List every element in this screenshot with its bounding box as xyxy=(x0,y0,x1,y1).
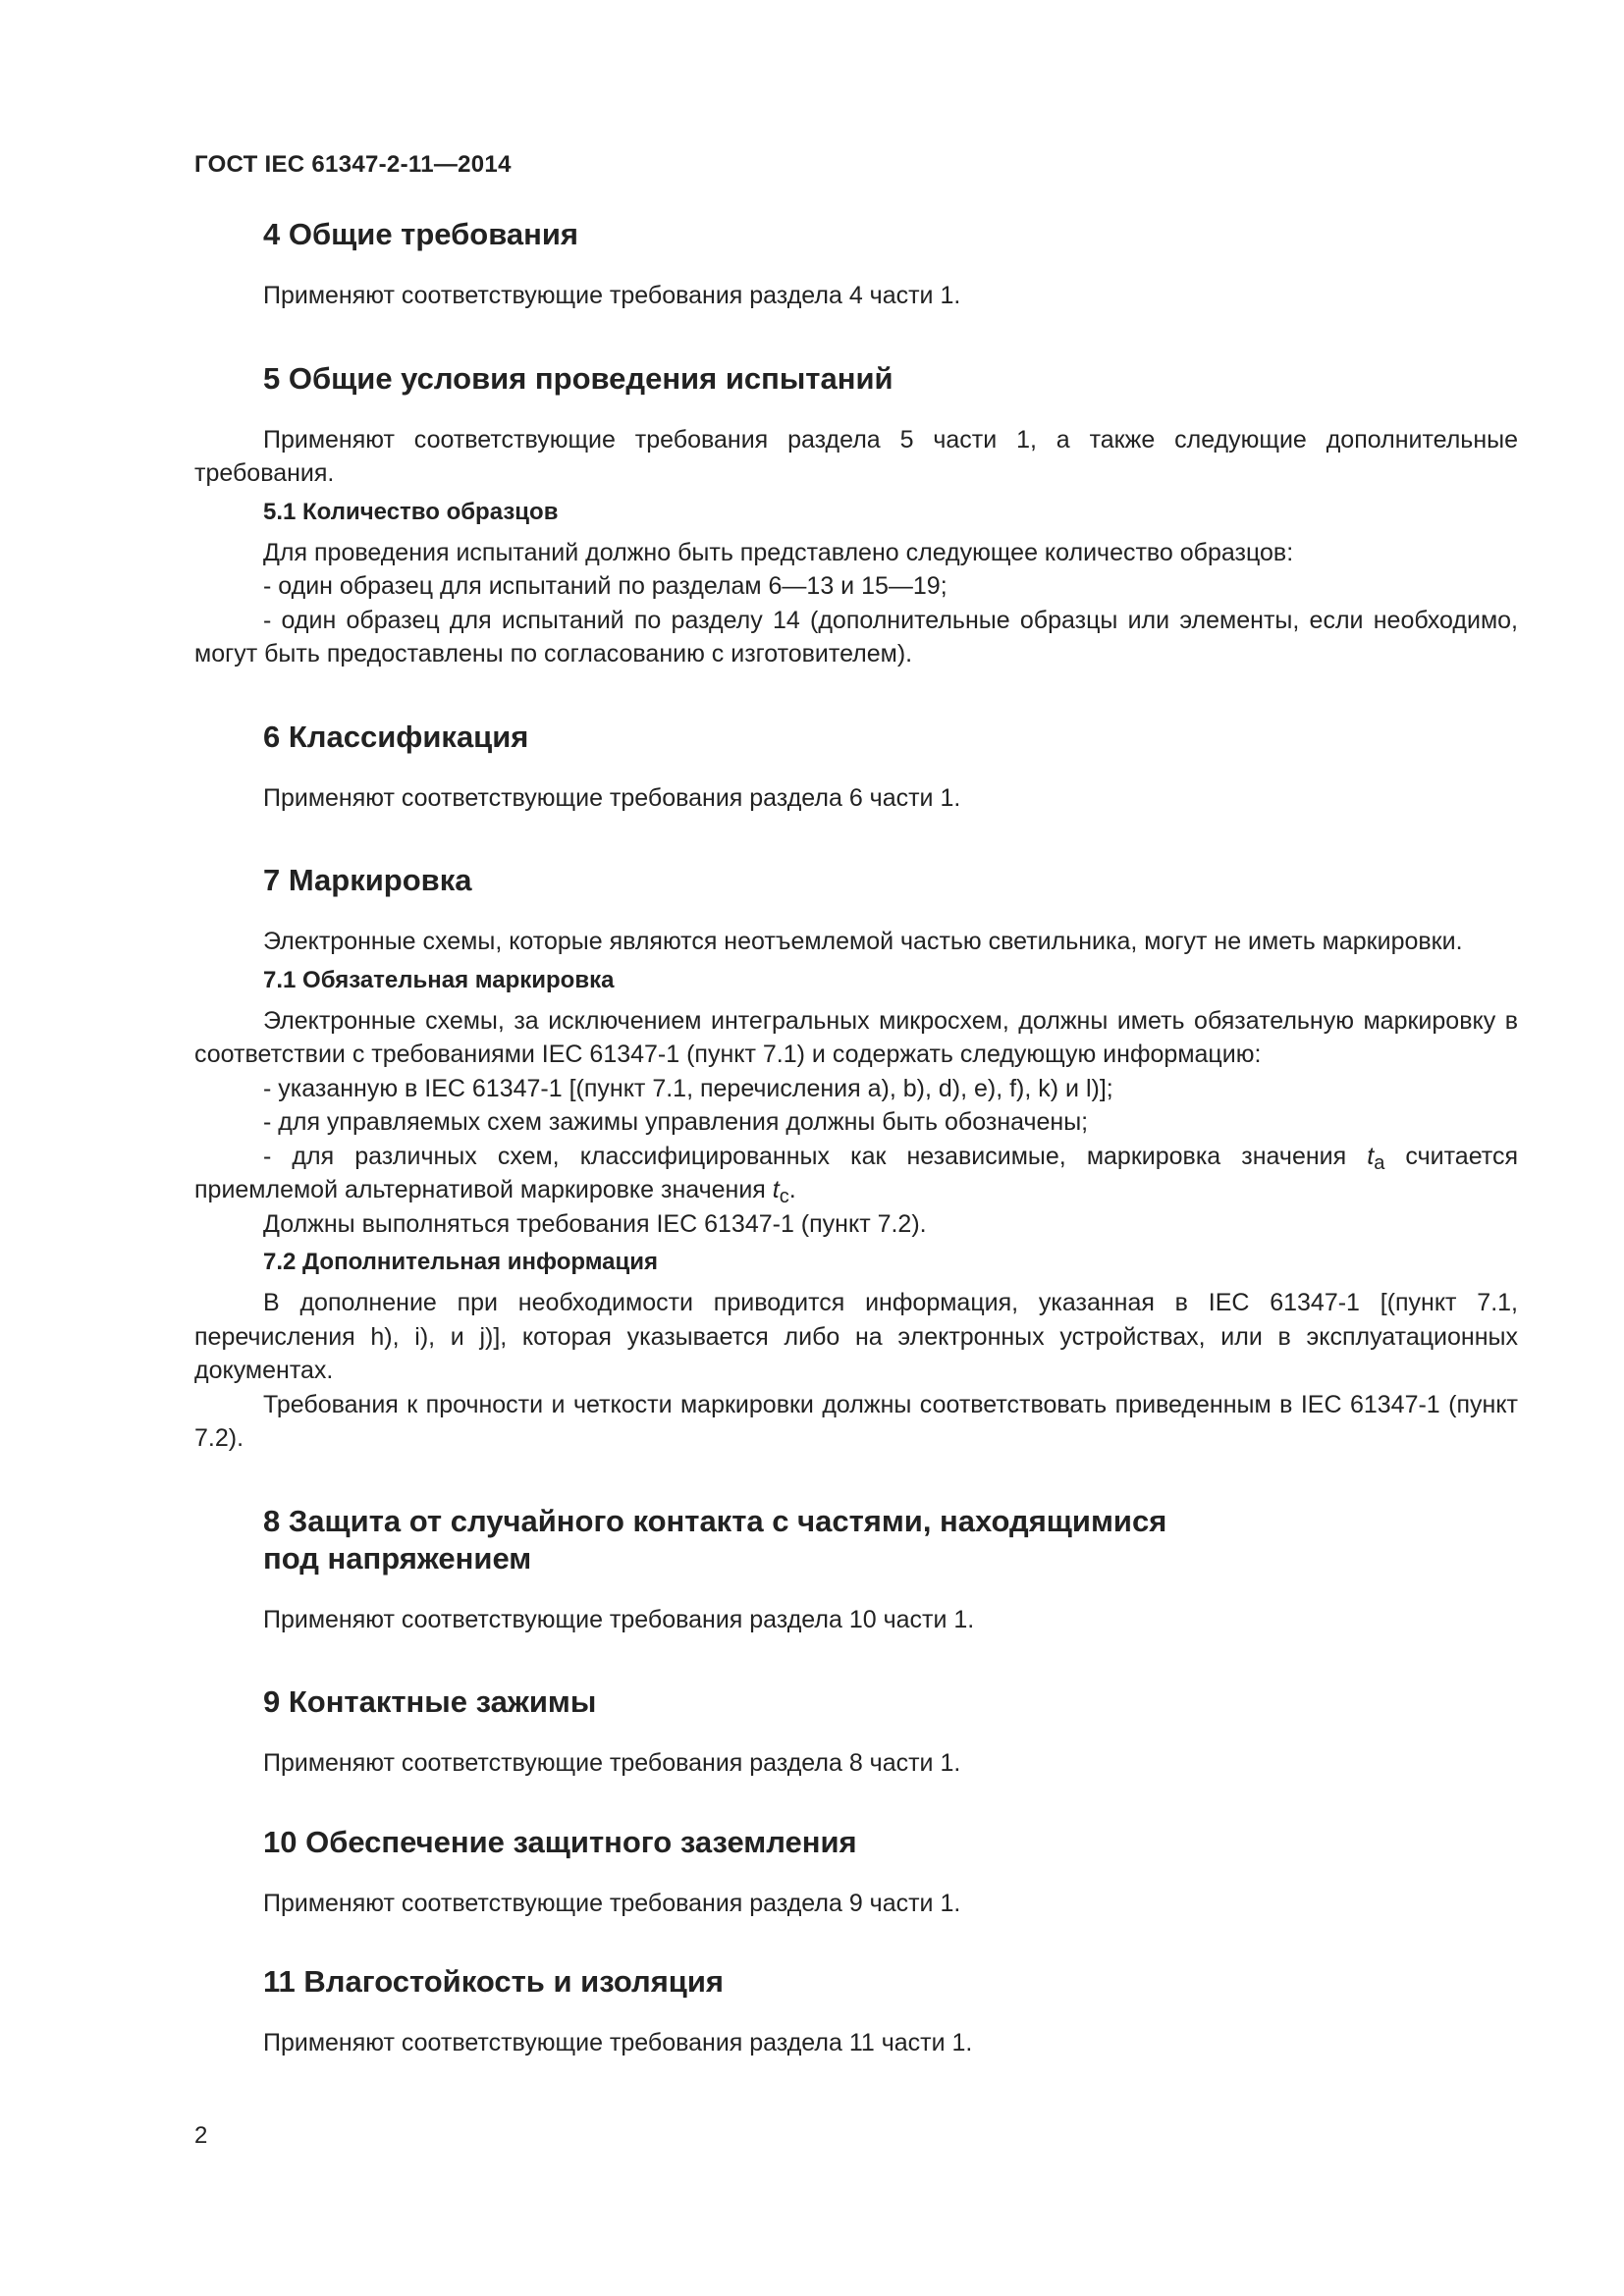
subsection-heading: 5.1 Количество образцов xyxy=(263,498,559,525)
section-11 xyxy=(194,1963,1518,2060)
paragraph: В дополнение при необходимости приводится информация, указанная в IEC 61347-1 [(пункт 7.1, перечисления h), i), и j)], которая указывается либо на электронных устройствах, или в эксплуатационных документах. xyxy=(194,1289,1518,1384)
subsection-heading: 7.2 Дополнительная информация xyxy=(263,1249,658,1275)
variable-t: t xyxy=(1367,1142,1375,1170)
paragraph: Электронные схемы, которые являются неотъемлемой частью светильника, могут не иметь маркировки. xyxy=(263,928,1463,955)
variable-subscript: c xyxy=(779,1186,789,1207)
paragraph: Электронные схемы, за исключением интегральных микросхем, должны иметь обязательную маркировку в соответствии с требованиями IEC 61347-1 (пункт 7.1) и содержать следующую информацию: xyxy=(194,1006,1518,1068)
variable-subscript: a xyxy=(1374,1151,1385,1174)
section-heading-line: под напряжением xyxy=(263,1540,532,1575)
paragraph: Применяют соответствующие требования раздела 10 части 1. xyxy=(263,1605,975,1633)
paragraph: Применяют соответствующие требования раздела 4 части 1. xyxy=(263,282,961,309)
section-heading: 10 Обеспечение защитного заземления xyxy=(263,1824,857,1859)
section-heading-line: 8 Защита от случайного контакта с частями, находящимися xyxy=(263,1503,1167,1538)
paragraph: Применяют соответствующие требования раздела 8 части 1. xyxy=(263,1749,961,1777)
section-9 xyxy=(194,1683,1518,1781)
page-number: 2 xyxy=(194,2122,208,2149)
section-10 xyxy=(194,1824,1518,1921)
list-item-text: считается приемлемой альтернативой маркировке значения xyxy=(194,1142,1518,1203)
section-heading: 6 Классификация xyxy=(263,719,529,754)
section-7 xyxy=(194,862,1518,1456)
list-item xyxy=(194,1140,1518,1207)
document-header: ГОСТ IEC 61347-2-11—2014 xyxy=(194,151,512,178)
list-item-text: - для различных схем, классифицированных как независимые, маркировка значения xyxy=(263,1142,1347,1170)
paragraph: Для проведения испытаний должно быть представлено следующее количество образцов: xyxy=(263,538,1294,566)
punctuation: . xyxy=(788,1176,796,1203)
document-body xyxy=(194,216,1518,2108)
list-item: - для управляемых схем зажимы управления должны быть обозначены; xyxy=(263,1108,1089,1136)
section-heading: 11 Влагостойкость и изоляция xyxy=(263,1964,724,1999)
paragraph: Применяют соответствующие требования раздела 11 части 1. xyxy=(263,2029,973,2056)
section-heading: 7 Маркировка xyxy=(263,863,472,897)
section-4 xyxy=(194,216,1518,313)
list-item: - один образец для испытаний по разделу 14 (дополнительные образцы или элементы, если необходимо, могут быть предоставлены по согласованию с изготовителем). xyxy=(194,606,1518,667)
section-heading xyxy=(194,1503,1518,1577)
paragraph: Требования к прочности и четкости маркировки должны соответствовать приведенным в IEC 61347-1 (пункт 7.2). xyxy=(194,1390,1518,1452)
paragraph: Применяют соответствующие требования раздела 9 части 1. xyxy=(263,1889,961,1917)
paragraph: Применяют соответствующие требования раздела 6 части 1. xyxy=(263,783,961,812)
section-5 xyxy=(194,360,1518,671)
section-heading: 9 Контактные зажимы xyxy=(263,1684,597,1719)
section-6 xyxy=(194,719,1518,816)
subsection-heading: 7.1 Обязательная маркировка xyxy=(263,966,615,993)
paragraph: Должны выполняться требования IEC 61347-1 (пункт 7.2). xyxy=(263,1209,927,1238)
section-heading: 5 Общие условия проведения испытаний xyxy=(263,360,893,396)
variable-t: t xyxy=(772,1176,780,1203)
section-heading: 4 Общие требования xyxy=(263,217,578,251)
list-item: - один образец для испытаний по разделам 6—13 и 15—19; xyxy=(263,572,947,600)
section-8 xyxy=(194,1503,1518,1637)
paragraph: Применяют соответствующие требования раздела 5 части 1, а также следующие дополнительные требования. xyxy=(194,425,1518,487)
list-item: - указанную в IEC 61347-1 [(пункт 7.1, перечисления a), b), d), e), f), k) и l)]; xyxy=(263,1074,1113,1102)
